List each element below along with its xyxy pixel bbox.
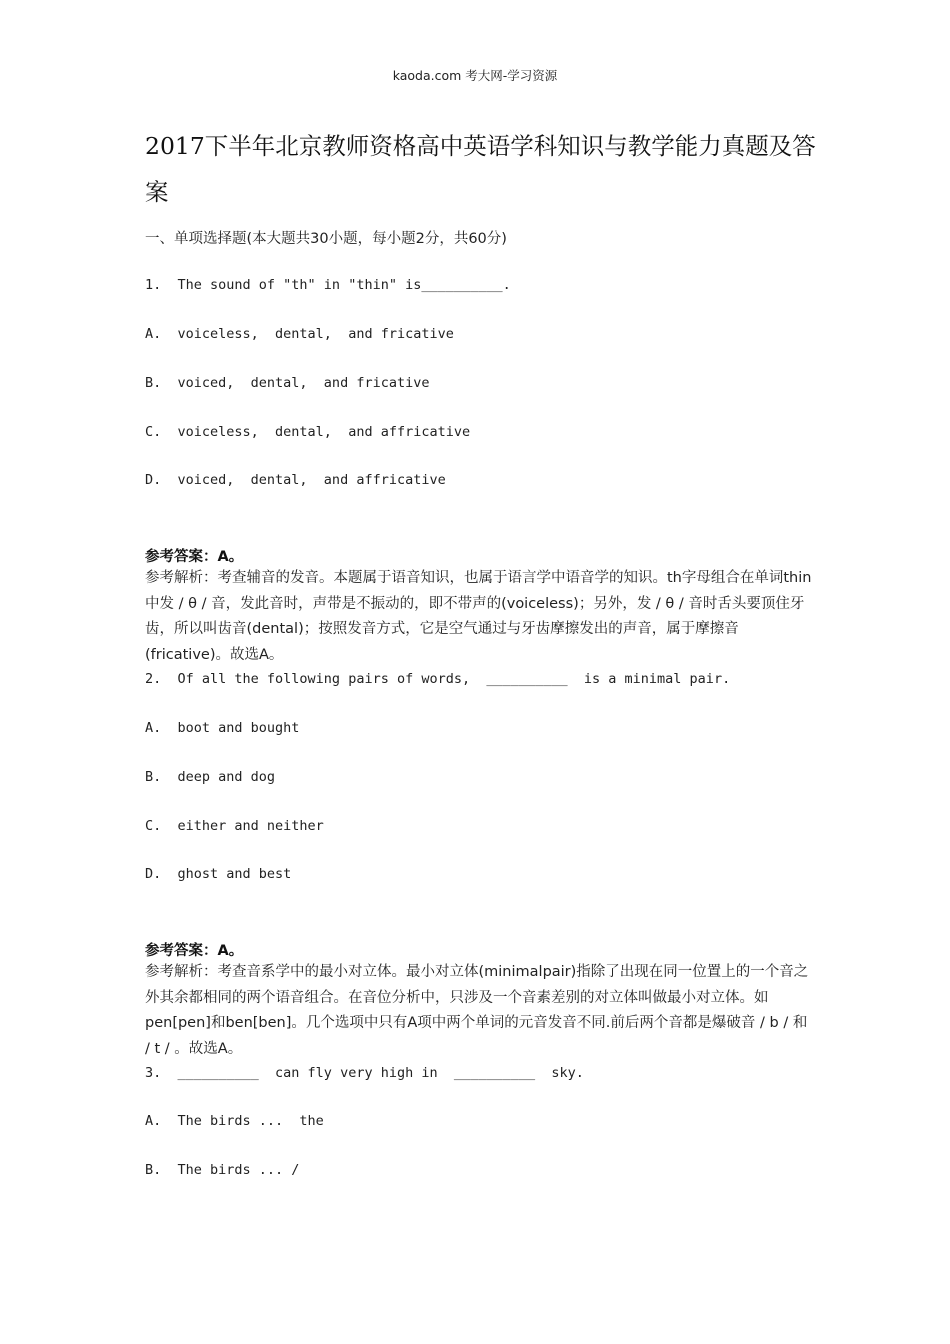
question-2-answer: 参考答案：A。 xyxy=(145,943,244,959)
section-heading: 一、单项选择题(本大题共30小题，每小题2分，共60分) xyxy=(145,231,507,247)
question-2-explanation: 参考解析：考查音系学中的最小对立体。最小对立体(minimalpair)指除了出现在同一位置上的一个音之外其余都相同的两个语音组合。在音位分析中，只涉及一个音素差别的对立体叫做最小对立体。如pen[pen]和ben[ben]。几个选项中只有A项中两个单词的元音发音不同.前后两个音都是爆破音 / b / 和 / t / 。故选A。 xyxy=(145,964,809,1057)
question-2-option-c: C. either and neither xyxy=(145,818,324,834)
document-title: 2017下半年北京教师资格高中英语学科知识与教学能力真题及答案 xyxy=(145,132,816,206)
question-2-stem: 2. Of all the following pairs of words, __________ is a minimal pair. xyxy=(145,671,731,687)
question-1-answer: 参考答案：A。 xyxy=(145,549,244,565)
question-3-option-a: A. The birds ... the xyxy=(145,1113,324,1129)
question-1-stem: 1. The sound of "th" in "thin" is__________. xyxy=(145,277,511,293)
question-1-option-b: B. voiced, dental, and fricative xyxy=(145,375,430,391)
site-header: kaoda.com 考大网-学习资源 xyxy=(392,68,558,83)
question-1-explanation: 参考解析：考查辅音的发音。本题属于语音知识，也属于语言学中语音学的知识。th字母组合在单词thin中发 / θ / 音，发此音时，声带是不振动的，即不带声的(voiceless)；另外，发 / θ / 音时舌头要顶住牙齿，所以叫齿音(dental)；按照发音方式，它是空气通过与牙齿摩擦发出的声音，属于摩擦音(fricative)。故选A。 xyxy=(145,570,812,663)
question-3-option-b: B. The birds ... / xyxy=(145,1162,300,1178)
question-1-option-d: D. voiced, dental, and affricative xyxy=(145,472,446,488)
question-2-option-b: B. deep and dog xyxy=(145,769,276,785)
question-1-option-a: A. voiceless, dental, and fricative xyxy=(145,326,454,342)
question-2-option-d: D. ghost and best xyxy=(145,866,292,882)
question-3-stem: 3. __________ can fly very high in __________ sky. xyxy=(145,1065,584,1081)
question-1-option-c: C. voiceless, dental, and affricative xyxy=(145,424,471,440)
question-2-option-a: A. boot and bought xyxy=(145,720,300,736)
